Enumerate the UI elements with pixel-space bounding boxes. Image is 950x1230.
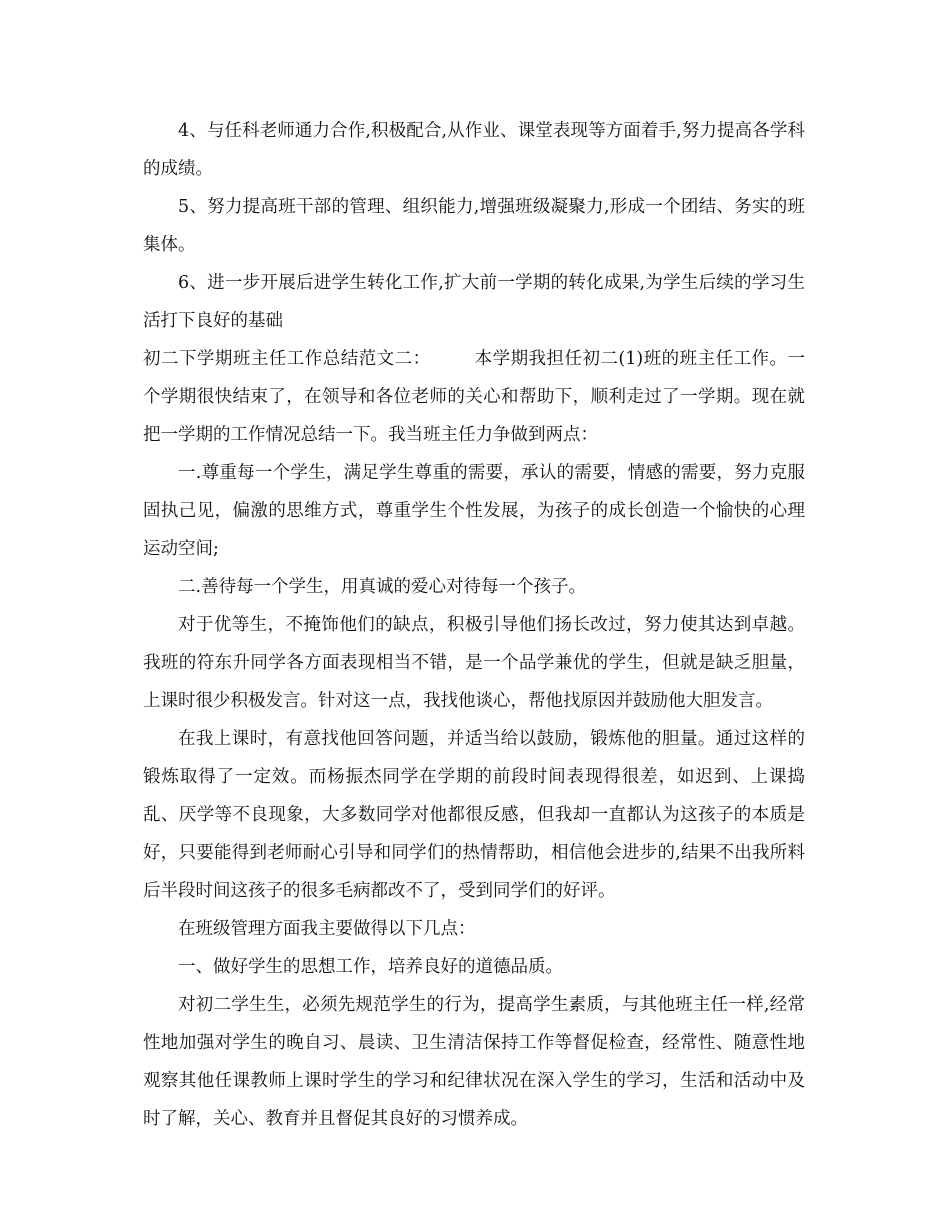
- body-paragraph-respect: 一.尊重每一个学生，满足学生尊重的需要，承认的需要，情感的需要，努力克服固执己见，偏激的思维方式，尊重学生个性发展，为孩子的成长创造一个愉快的心理运动空间;: [143, 463, 805, 559]
- paragraph-item-4: 4、与任科老师通力合作,积极配合,从作业、课堂表现等方面着手,努力提高各学科的成绩。: [143, 121, 805, 179]
- paragraph-item-6: 6、进一步开展后进学生转化工作,扩大前一学期的转化成果,为学生后续的学习生活打下良好的基础: [143, 273, 805, 331]
- body-paragraph-management-intro: 在班级管理方面我主要做得以下几点：: [178, 919, 476, 939]
- body-paragraph-kindness: 二.善待每一个学生，用真诚的爱心对待每一个孩子。: [178, 577, 587, 597]
- paragraph-item-5: 5、努力提高班干部的管理、组织能力,增强班级凝聚力,形成一个团结、务实的班集体。: [143, 197, 805, 255]
- body-paragraph-encouragement: 在我上课时，有意找他回答问题，并适当给以鼓励，锻炼他的胆量。通过这样的锻炼取得了一定效。而杨振杰同学在学期的前段时间表现得很差，如迟到、上课捣乱、厌学等不良现象，大多数同学对他都很反感，但我却一直都认为这孩子的本质是好，只要能得到老师耐心引导和同学们的热情帮助，相信他会进步的,结果不出我所料后半段时间这孩子的很多毛病都改不了，受到同学们的好评。: [143, 729, 805, 901]
- document-body: [143, 112, 805, 1138]
- body-paragraph-point-one: 一、做好学生的思想工作，培养良好的道德品质。: [178, 957, 563, 977]
- section-title: 初二下学期班主任工作总结范文二：: [143, 349, 431, 369]
- body-paragraph-top-students: 对于优等生，不掩饰他们的缺点，积极引导他们扬长改过，努力使其达到卓越。我班的符东升同学各方面表现相当不错，是一个品学兼优的学生，但就是缺乏胆量，上课时很少积极发言。针对这一点，我找他谈心，帮他找原因并鼓励他大胆发言。: [143, 615, 805, 711]
- section-intro-paragraph: [143, 340, 805, 454]
- section-intro-text: 本学期我担任初二(1)班的班主任工作。一个学期很快结束了，在领导和各位老师的关心和帮助下，顺利走过了一学期。现在就把一学期的工作情况总结一下。我当班主任力争做到两点：: [143, 349, 806, 445]
- body-paragraph-norms: 对初二学生生，必须先规范学生的行为，提高学生素质，与其他班主任一样,经常性地加强对学生的晚自习、晨读、卫生清洁保持工作等督促检查，经常性、随意性地观察其他任课教师上课时学生的学习和纪律状况在深入学生的学习，生活和活动中及时了解，关心、教育并且督促其良好的习惯养成。: [143, 995, 805, 1129]
